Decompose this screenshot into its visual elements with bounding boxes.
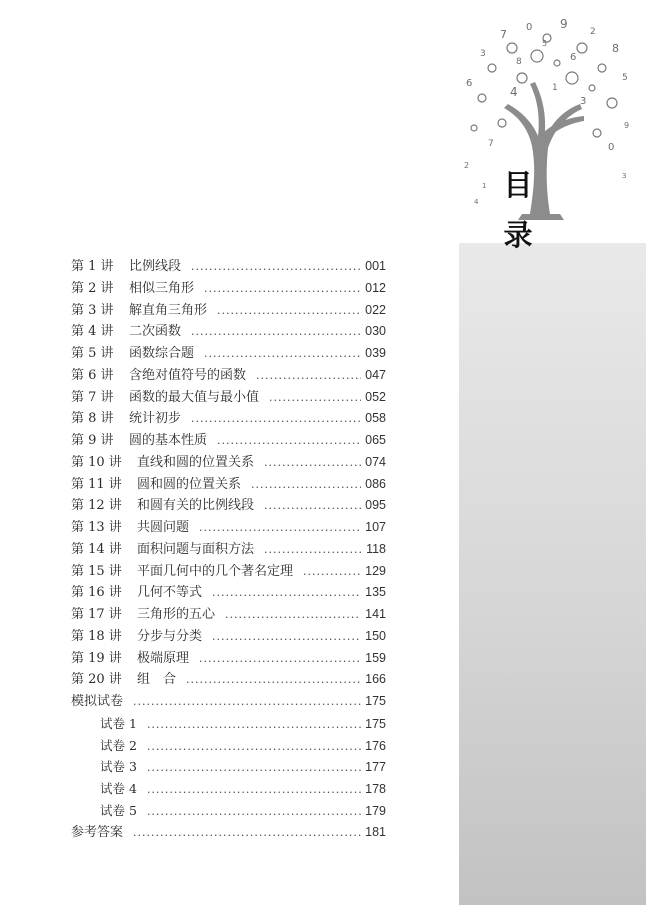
toc-entry[interactable] — [71, 278, 386, 300]
svg-text:8: 8 — [612, 42, 619, 55]
page-number: 074 — [365, 454, 386, 469]
chapter-number: 第 8 讲 — [71, 411, 114, 427]
svg-text:3: 3 — [622, 172, 627, 180]
exam-title: 试卷 2 — [100, 737, 137, 753]
chapter-number: 第 12 讲 — [71, 498, 122, 514]
toc-entry[interactable] — [71, 626, 386, 648]
dot-leader — [251, 474, 361, 496]
page-number: 179 — [365, 803, 386, 818]
dot-leader — [204, 278, 361, 300]
page-number: 058 — [365, 411, 386, 426]
svg-text:2: 2 — [464, 161, 470, 170]
page-number: 176 — [365, 738, 386, 753]
chapter-number: 第 18 讲 — [71, 628, 122, 644]
dot-leader — [212, 626, 361, 648]
chapter-number: 第 20 讲 — [71, 672, 122, 688]
chapter-number: 第 5 讲 — [71, 346, 114, 361]
dot-leader — [133, 691, 361, 713]
chapter-title: 组 合 — [137, 672, 177, 688]
page-number: 022 — [365, 302, 386, 317]
toc-entry[interactable] — [71, 539, 386, 561]
svg-text:6: 6 — [466, 78, 473, 89]
page-number: 065 — [365, 433, 386, 447]
chapter-title: 三角形的五心 — [137, 607, 216, 622]
page-number: 166 — [365, 672, 386, 687]
chapter-title: 统计初步 — [129, 411, 182, 427]
toc-list — [71, 256, 386, 843]
page-number: 039 — [365, 346, 386, 360]
chapter-number: 第 10 讲 — [71, 454, 122, 470]
toc-subentry[interactable] — [71, 778, 386, 800]
dot-leader — [199, 648, 361, 670]
chapter-title: 比例线段 — [129, 259, 182, 274]
chapter-number: 第 7 讲 — [71, 389, 114, 405]
toc-subentry[interactable] — [71, 756, 386, 778]
toc-subentry[interactable] — [71, 713, 386, 735]
chapter-title: 几何不等式 — [137, 585, 203, 601]
dot-leader — [269, 387, 361, 409]
toc-entry[interactable] — [71, 604, 386, 626]
page-number: 047 — [365, 367, 386, 382]
page-number: 107 — [365, 520, 386, 534]
toc-entry[interactable] — [71, 300, 386, 322]
dot-leader — [147, 779, 361, 801]
dot-leader — [133, 822, 361, 844]
svg-text:8: 8 — [516, 57, 522, 67]
toc-subentry[interactable] — [71, 735, 386, 757]
chapter-title: 分步与分类 — [137, 628, 203, 644]
toc-entry-mock-exams[interactable] — [71, 691, 386, 713]
dot-leader — [186, 669, 361, 691]
page-number: 141 — [365, 607, 386, 621]
dot-leader — [147, 801, 361, 823]
chapter-number: 第 3 讲 — [71, 302, 114, 318]
dot-leader — [217, 300, 361, 322]
page-number: 030 — [365, 324, 386, 339]
svg-text:0: 0 — [526, 22, 533, 33]
chapter-number: 第 4 讲 — [71, 324, 114, 340]
svg-text:6: 6 — [570, 52, 577, 63]
svg-text:3: 3 — [580, 96, 587, 107]
chapter-title: 相似三角形 — [129, 280, 195, 296]
page-number: 177 — [365, 760, 386, 775]
dot-leader — [217, 430, 361, 452]
page-number: 150 — [365, 628, 386, 643]
toc-entry[interactable] — [71, 648, 386, 670]
svg-text:5: 5 — [542, 39, 548, 48]
svg-text:0: 0 — [608, 142, 615, 153]
number-tree-icon — [452, 8, 644, 230]
toc-entry[interactable] — [71, 321, 386, 343]
dot-leader — [264, 539, 362, 561]
chapter-title: 直线和圆的位置关系 — [137, 454, 255, 470]
chapter-title: 极端原理 — [137, 650, 190, 666]
chapter-title: 函数的最大值与最小值 — [129, 389, 260, 405]
exam-title: 试卷 3 — [100, 759, 137, 775]
page-number: 001 — [365, 259, 386, 273]
toc-entry[interactable] — [71, 561, 386, 583]
dot-leader — [191, 321, 361, 343]
chapter-title: 共圆问题 — [137, 520, 190, 535]
toc-heading — [498, 160, 538, 260]
svg-text:1: 1 — [552, 83, 558, 93]
toc-entry-answers[interactable] — [71, 822, 386, 844]
toc-entry[interactable] — [71, 452, 386, 474]
chapter-number: 第 13 讲 — [71, 520, 122, 535]
section-title: 参考答案 — [71, 824, 124, 840]
dot-leader — [256, 365, 361, 387]
dot-leader — [191, 256, 361, 278]
svg-text:4: 4 — [474, 198, 479, 206]
svg-text:4: 4 — [510, 85, 518, 99]
chapter-number: 第 16 讲 — [71, 585, 122, 601]
dot-leader — [264, 495, 361, 517]
page-number: 118 — [366, 541, 386, 556]
svg-text:3: 3 — [480, 49, 486, 59]
chapter-title: 圆和圆的位置关系 — [137, 476, 242, 492]
chapter-title: 二次函数 — [129, 324, 182, 340]
chapter-number: 第 2 讲 — [71, 280, 114, 296]
svg-text:9: 9 — [560, 17, 568, 31]
toc-entry[interactable] — [71, 343, 386, 365]
chapter-number: 第 11 讲 — [71, 476, 122, 492]
chapter-number: 第 1 讲 — [71, 259, 114, 274]
chapter-title: 平面几何中的几个著名定理 — [137, 563, 294, 579]
dot-leader — [303, 561, 361, 583]
page-number: 086 — [365, 476, 386, 491]
page-number: 129 — [365, 563, 386, 578]
toc-subentry[interactable] — [71, 800, 386, 822]
page-number: 135 — [365, 585, 386, 600]
svg-text:5: 5 — [622, 73, 628, 83]
page-number: 159 — [365, 650, 386, 665]
chapter-title: 和圆有关的比例线段 — [137, 498, 255, 514]
chapter-number: 第 6 讲 — [71, 367, 114, 383]
dot-leader — [225, 604, 361, 626]
toc-entry[interactable] — [71, 582, 386, 604]
toc-entry[interactable] — [71, 408, 386, 430]
chapter-number: 第 9 讲 — [71, 433, 114, 448]
toc-entry[interactable] — [71, 495, 386, 517]
toc-entry[interactable] — [71, 387, 386, 409]
toc-entry[interactable] — [71, 517, 386, 539]
dot-leader — [147, 757, 361, 779]
svg-text:9: 9 — [624, 121, 630, 130]
chapter-title: 圆的基本性质 — [129, 433, 208, 448]
svg-text:2: 2 — [590, 27, 596, 37]
chapter-title: 函数综合题 — [129, 346, 195, 361]
dot-leader — [147, 714, 361, 736]
page-number: 178 — [365, 782, 386, 796]
chapter-number: 第 17 讲 — [71, 607, 122, 622]
chapter-title: 含绝对值符号的函数 — [129, 367, 247, 383]
dot-leader — [147, 736, 361, 758]
toc-heading-char-1: 目 — [503, 168, 533, 202]
chapter-number: 第 14 讲 — [71, 541, 122, 557]
toc-entry[interactable] — [71, 669, 386, 691]
section-title: 模拟试卷 — [71, 694, 124, 709]
chapter-title: 面积问题与面积方法 — [137, 541, 255, 557]
exam-title: 试卷 5 — [100, 802, 137, 818]
chapter-title: 解直角三角形 — [129, 302, 208, 318]
toc-entry[interactable] — [71, 365, 386, 387]
dot-leader — [204, 343, 361, 365]
page-number: 012 — [365, 280, 386, 295]
exam-title: 试卷 4 — [100, 781, 137, 796]
toc-entry[interactable] — [71, 256, 386, 278]
dot-leader — [199, 517, 361, 539]
dot-leader — [264, 452, 361, 474]
page-number: 095 — [365, 498, 386, 513]
svg-text:1: 1 — [482, 182, 487, 190]
page-number: 052 — [365, 389, 386, 404]
dot-leader — [212, 582, 361, 604]
toc-entry[interactable] — [71, 430, 386, 452]
chapter-number: 第 19 讲 — [71, 650, 122, 666]
toc-heading-char-2: 录 — [503, 218, 533, 252]
page-number: 175 — [365, 716, 386, 731]
page-number: 181 — [365, 824, 386, 839]
dot-leader — [191, 408, 361, 430]
page-number: 175 — [365, 694, 386, 708]
exam-title: 试卷 1 — [100, 715, 137, 731]
toc-entry[interactable] — [71, 474, 386, 496]
side-gradient-panel — [459, 243, 646, 905]
svg-text:7: 7 — [500, 28, 507, 41]
svg-text:7: 7 — [488, 139, 494, 149]
chapter-number: 第 15 讲 — [71, 563, 122, 579]
